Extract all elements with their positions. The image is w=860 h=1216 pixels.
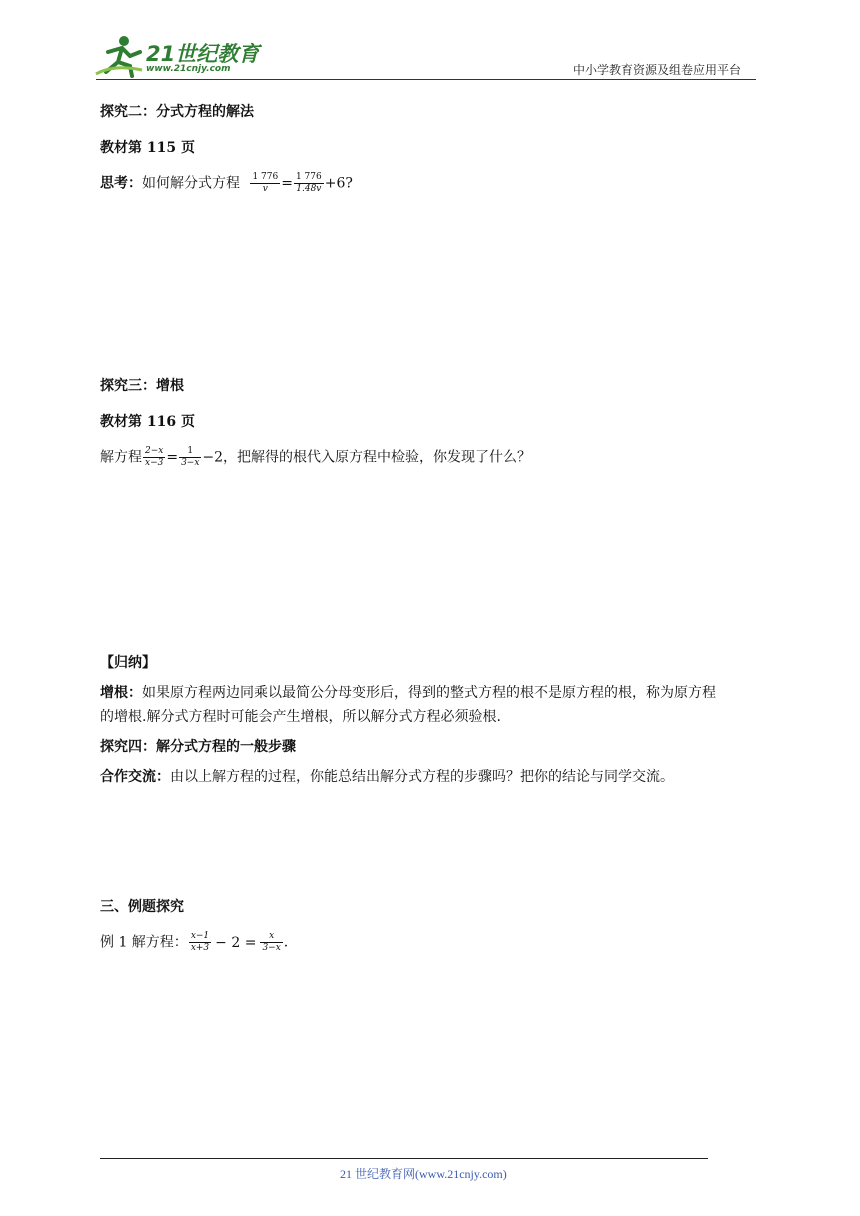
sec5-title: 三、例题探究 — [100, 899, 184, 915]
problem-tail: −2，把解得的根代入原方程中检验，你发现了什么？ — [202, 449, 532, 466]
fraction-numerator: x−1 — [190, 931, 210, 941]
platform-name: 中小学教育资源及组卷应用平台 — [573, 63, 742, 77]
cooperate-label: 合作交流： — [100, 769, 170, 785]
summary-text-1: 如果原方程两边同乘以最简公分母变形后，得到的整式方程的根不是原方程的根，称为原方程 — [142, 685, 716, 701]
fraction — [294, 172, 324, 195]
runner-logo-icon — [94, 34, 146, 78]
equals-sign: = — [166, 449, 179, 466]
fraction-denominator: v — [262, 184, 268, 194]
header-logo — [94, 34, 264, 78]
equals-sign: = — [281, 175, 293, 192]
sec3-problem — [100, 446, 531, 469]
footer-rule — [100, 1158, 708, 1159]
equation-tail: . — [283, 934, 289, 951]
sec2-page: 教材第 115 页 — [100, 140, 195, 156]
fraction-numerator: x — [260, 931, 282, 943]
logo-text: 21世纪教育 — [146, 42, 260, 66]
sec4-title: 探究四：解分式方程的一般步骤 — [100, 739, 296, 755]
summary-label: 增根： — [100, 685, 142, 701]
footer-text: 21 世纪教育网(www.21cnjy.com) — [340, 1167, 507, 1181]
header-rule — [96, 79, 756, 80]
sec3-title: 探究三：增根 — [100, 378, 184, 394]
summary-text-2: 的增根.解分式方程时可能会产生增根，所以解分式方程必须验根. — [100, 709, 501, 725]
fraction-numerator: 1 776 — [252, 172, 279, 182]
fraction — [250, 172, 280, 195]
logo-url: www.21cnjy.com — [146, 64, 231, 74]
sec3-page: 教材第 116 页 — [100, 414, 195, 430]
fraction-denominator: x−3 — [145, 458, 164, 468]
think-text: 如何解分式方程 — [142, 175, 240, 192]
fraction — [179, 446, 201, 469]
problem-lead: 解方程 — [100, 449, 142, 466]
sec2-think — [100, 172, 353, 195]
summary-title: 【归纳】 — [100, 655, 156, 671]
example-lead: 例 1 解方程： — [100, 934, 188, 951]
fraction-denominator: 3−x — [181, 458, 200, 468]
example-1 — [100, 931, 288, 954]
equation-tail: +6? — [324, 175, 353, 192]
fraction-numerator: 1 776 — [295, 172, 322, 182]
sec2-title: 探究二：分式方程的解法 — [100, 104, 254, 120]
fraction-denominator: 1.48v — [296, 184, 322, 194]
fraction-denominator: x+3 — [190, 943, 210, 953]
fraction-numerator: 1 — [179, 446, 201, 458]
cooperate-text: 由以上解方程的过程，你能总结出解分式方程的步骤吗？把你的结论与同学交流。 — [170, 769, 674, 785]
fraction — [189, 931, 211, 954]
fraction-denominator: 3−x — [262, 943, 281, 953]
fraction — [260, 931, 282, 954]
sec4-body — [100, 766, 674, 786]
think-label: 思考： — [100, 175, 142, 192]
fraction — [143, 446, 165, 469]
summary-line1 — [100, 682, 716, 702]
fraction-numerator: 2−x — [145, 446, 164, 456]
equation-mid: − 2 = — [215, 934, 257, 951]
